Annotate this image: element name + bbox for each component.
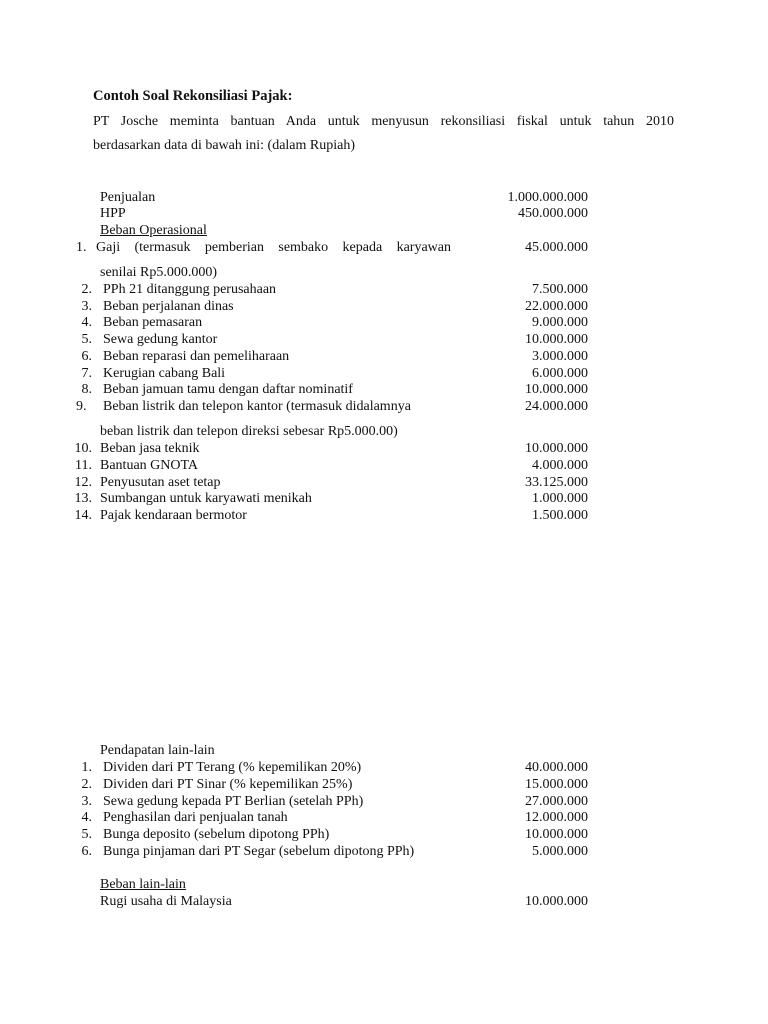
list-item-index: 6. [81,844,92,859]
list-item-value: 10.000.000 [525,441,588,456]
list-item-label: Sewa gedung kepada PT Berlian (setelah PPh) [103,793,364,809]
list-item-index: 8. [81,382,92,398]
list-item-value: 9.000.000 [532,315,588,331]
beban-operasional-heading: Beban Operasional [100,223,207,238]
list-item-label: Pajak kendaraan bermotor [100,508,247,524]
document-title: Contoh Soal Rekonsiliasi Pajak: [93,88,293,104]
list-item-index: 6. [81,348,92,364]
listrik-line-1: Beban listrik dan telepon kantor (termasuk didalamnya [103,399,411,414]
beban-lain-heading: Beban lain-lain [100,877,186,892]
list-item-label: Sewa gedung kantor [103,332,218,348]
listrik-index: 9. [76,399,87,414]
gaji-index: 1. [76,240,87,255]
list-item-index: 12. [74,474,92,490]
list-item-index: 4. [81,315,92,331]
list-item-value: 1.500.000 [532,508,588,524]
list-item-index: 1. [81,760,92,775]
penjualan-value: 1.000.000.000 [507,190,588,205]
list-item-index: 5. [81,332,92,348]
list-item-value: 10.000.000 [525,382,588,398]
list-item-index: 3. [81,298,92,314]
list-item-index: 7. [81,365,92,381]
gaji-line-1: Gaji (termasuk pemberian sembako kepada karyawan [96,240,451,255]
list-item-index: 13. [74,491,92,507]
list-item-index: 5. [81,827,92,843]
list-item-value: 7.500.000 [532,282,588,297]
list-item-value: 10.000.000 [525,827,588,843]
list-item-label: Dividen dari PT Sinar (% kepemilikan 25%) [103,776,353,792]
list-item-label: Beban perjalanan dinas [103,298,234,314]
list-item-index: 3. [81,793,92,809]
intro-line-1: PT Josche meminta bantuan Anda untuk menyusun rekonsiliasi fiskal untuk tahun 2010 [93,114,674,129]
list-item-index: 11. [75,457,92,473]
list-item-value: 4.000.000 [532,457,588,473]
list-item-value: 27.000.000 [525,793,588,809]
hpp-label: HPP [100,206,126,221]
gaji-line-2: senilai Rp5.000.000) [100,265,218,280]
list-item-label: Beban jamuan tamu dengan daftar nominatif [103,382,353,398]
list-item-index: 14. [74,508,92,524]
list-item-label: Bantuan GNOTA [100,457,199,473]
list-item-label: Beban reparasi dan pemeliharaan [103,348,290,364]
list-item-value: 15.000.000 [525,776,588,792]
list-item-value: 22.000.000 [525,298,588,314]
list-item-value: 1.000.000 [532,491,588,507]
list-item-label: Sumbangan untuk karyawati menikah [100,491,312,507]
list-item-label: Dividen dari PT Terang (% kepemilikan 20%) [103,760,362,775]
list-item-index: 10. [74,441,92,456]
listrik-line-2: beban listrik dan telepon direksi sebesar Rp5.000.00) [100,424,398,439]
list-item-value: 10.000.000 [525,894,588,909]
list-item-index: 2. [81,776,92,792]
listrik-value: 24.000.000 [525,399,588,414]
list-item-index: 2. [81,282,92,297]
list-item-label: PPh 21 ditanggung perusahaan [103,282,277,297]
list-item-value: 5.000.000 [532,844,588,859]
list-item-label: Beban pemasaran [103,315,203,331]
list-item-label: Bunga pinjaman dari PT Segar (sebelum dipotong PPh) [103,844,415,859]
gaji-value: 45.000.000 [525,240,588,255]
list-item-label: Kerugian cabang Bali [103,365,226,381]
penjualan-label: Penjualan [100,190,156,205]
list-item-value: 3.000.000 [532,348,588,364]
list-item-label: Rugi usaha di Malaysia [100,894,232,909]
list-item-value: 33.125.000 [525,474,588,490]
hpp-value: 450.000.000 [518,206,588,221]
intro-line-2: berdasarkan data di bawah ini: (dalam Rupiah) [93,138,356,153]
list-item-label: Penghasilan dari penjualan tanah [103,810,288,826]
list-item-value: 12.000.000 [525,810,588,826]
list-item-label: Bunga deposito (sebelum dipotong PPh) [103,827,330,843]
list-item-value: 40.000.000 [525,760,588,775]
list-item-value: 10.000.000 [525,332,588,348]
list-item-value: 6.000.000 [532,365,588,381]
list-item-index: 4. [81,810,92,826]
list-item-label: Beban jasa teknik [100,441,200,456]
list-item-label: Penyusutan aset tetap [100,474,221,490]
pendapatan-lain-heading: Pendapatan lain-lain [100,743,215,758]
